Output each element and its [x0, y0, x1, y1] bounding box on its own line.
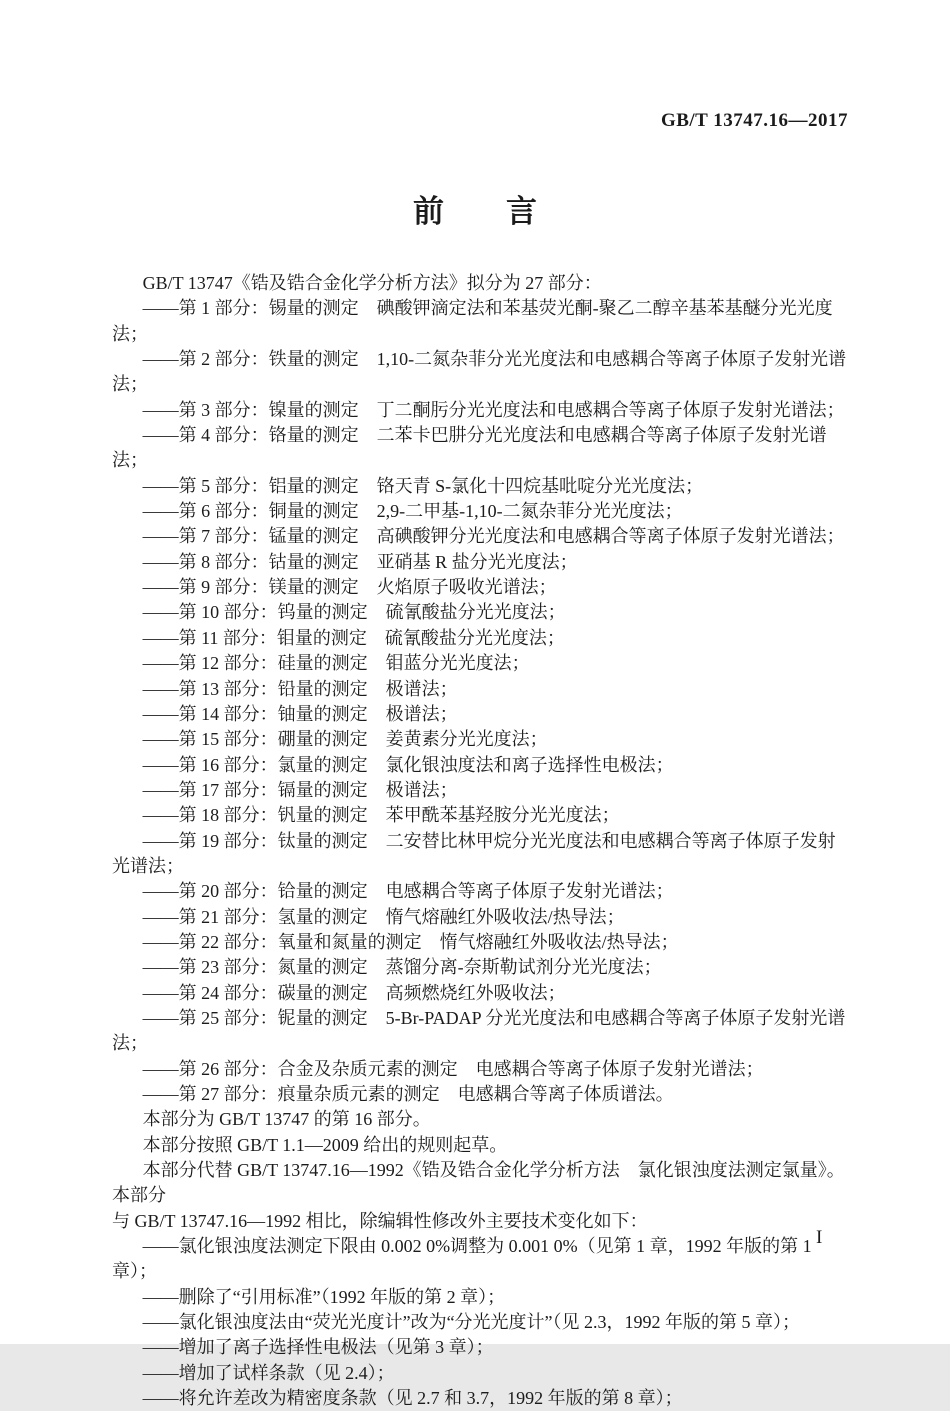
foreword-part-item: ——第 20 部分：铪量的测定 电感耦合等离子体原子发射光谱法；: [142, 881, 674, 902]
foreword-part-item: ——第 18 部分：钒量的测定 苯甲酰苯基羟胺分光光度法；: [142, 805, 620, 826]
foreword-part-item: ——第 21 部分：氢量的测定 惰气熔融红外吸收法/热导法；: [142, 906, 625, 927]
foreword-change-item: ——氯化银浊度法由“荧光光度计”改为“分光光度计”（见 2.3，1992 年版的第 5 章）；: [142, 1312, 801, 1333]
foreword-part-item: ——第 17 部分：镉量的测定 极谱法；: [142, 779, 458, 800]
foreword-part-item: ——第 24 部分：碳量的测定 高频燃烧红外吸收法；: [142, 982, 566, 1003]
foreword-part-item: ——第 22 部分：氧量和氮量的测定 惰气熔融红外吸收法/热导法；: [142, 931, 679, 952]
foreword-part-item: ——第 14 部分：铀量的测定 极谱法；: [142, 703, 458, 724]
foreword-paragraph-this-part: 本部分为 GB/T 13747 的第 16 部分。: [142, 1109, 431, 1130]
foreword-part-item: ——第 8 部分：钴量的测定 亚硝基 R 盐分光光度法；: [142, 551, 578, 572]
foreword-part-item: ——第 19 部分：钛量的测定 二安替比林甲烷分光光度法和电感耦合等离子体原子发射光谱法；: [112, 830, 836, 876]
foreword-part-item: ——第 2 部分：铁量的测定 1,10-二氮杂菲分光光度法和电感耦合等离子体原子发射光谱法；: [112, 349, 847, 395]
foreword-change-item: ——将允许差改为精密度条款（见 2.7 和 3.7，1992 年版的第 8 章）；: [142, 1388, 683, 1409]
foreword-part-item: ——第 3 部分：镍量的测定 丁二酮肟分光光度法和电感耦合等离子体原子发射光谱法；: [142, 399, 845, 420]
foreword-part-item: ——第 11 部分：钼量的测定 硫氰酸盐分光光度法；: [142, 627, 565, 648]
foreword-part-item: ——第 13 部分：铅量的测定 极谱法；: [142, 678, 458, 699]
page-title: 前 言: [413, 194, 537, 229]
foreword-change-item: ——增加了试样条款（见 2.4）；: [142, 1362, 395, 1383]
foreword-part-item: ——第 15 部分：硼量的测定 姜黄素分光光度法；: [142, 729, 548, 750]
foreword-part-item: ——第 27 部分：痕量杂质元素的测定 电感耦合等离子体质谱法。: [142, 1084, 674, 1104]
foreword-intro: GB/T 13747《锆及锆合金化学分析方法》拟分为 27 部分：: [142, 273, 602, 293]
foreword-part-item: ——第 7 部分：锰量的测定 高碘酸钾分光光度法和电感耦合等离子体原子发射光谱法；: [142, 526, 845, 547]
foreword-part-item: ——第 16 部分：氯量的测定 氯化银浊度法和离子选择性电极法；: [142, 754, 674, 775]
foreword-change-item: ——删除了“引用标准”（1992 年版的第 2 章）；: [142, 1286, 506, 1307]
foreword-part-item: ——第 23 部分：氮量的测定 蒸馏分离-奈斯勒试剂分光光度法；: [142, 957, 662, 978]
foreword-part-item: ——第 25 部分：铌量的测定 5-Br-PADAP 分光光度法和电感耦合等离子体原子发射光谱法；: [112, 1007, 846, 1054]
foreword-paragraph-replaces-line2: 与 GB/T 13747.16—1992 相比，除编辑性修改外主要技术变化如下：: [112, 1210, 648, 1231]
foreword-part-item: ——第 10 部分：钨量的测定 硫氰酸盐分光光度法；: [142, 602, 566, 623]
foreword-part-item: ——第 1 部分：锡量的测定 碘酸钾滴定法和苯基荧光酮-聚乙二醇辛基苯基醚分光光度法；: [112, 298, 833, 344]
standard-code-header: GB/T 13747.16—2017: [660, 110, 848, 131]
foreword-paragraph-drafting: 本部分按照 GB/T 1.1—2009 给出的规则起草。: [142, 1134, 508, 1155]
foreword-part-item: ——第 4 部分：铬量的测定 二苯卡巴肼分光光度法和电感耦合等离子体原子发射光谱法；: [112, 425, 827, 471]
foreword-part-item: ——第 12 部分：硅量的测定 钼蓝分光光度法；: [142, 653, 530, 674]
foreword-part-item: ——第 26 部分：合金及杂质元素的测定 电感耦合等离子体原子发射光谱法；: [142, 1058, 764, 1079]
foreword-paragraph-replaces-line1: 本部分代替 GB/T 13747.16—1992《锆及锆合金化学分析方法 氯化银浊度法测定氯量》。本部分: [112, 1160, 845, 1206]
foreword-part-item: ——第 9 部分：镁量的测定 火焰原子吸收光谱法；: [142, 577, 557, 598]
foreword-change-item: ——氯化银浊度法测定下限由 0.002 0%调整为 0.001 0%（见第 1 章，1992 年版的第 1 章）；: [112, 1236, 812, 1282]
foreword-change-item: ——增加了离子选择性电极法（见第 3 章）；: [142, 1337, 494, 1358]
foreword-part-item: ——第 5 部分：铝量的测定 铬天青 S-氯化十四烷基吡啶分光光度法；: [142, 475, 704, 496]
page-number: I: [816, 1227, 823, 1248]
foreword-body: [112, 271, 849, 1411]
foreword-part-item: ——第 6 部分：铜量的测定 2,9-二甲基-1,10-二氮杂菲分光光度法；: [142, 501, 683, 522]
